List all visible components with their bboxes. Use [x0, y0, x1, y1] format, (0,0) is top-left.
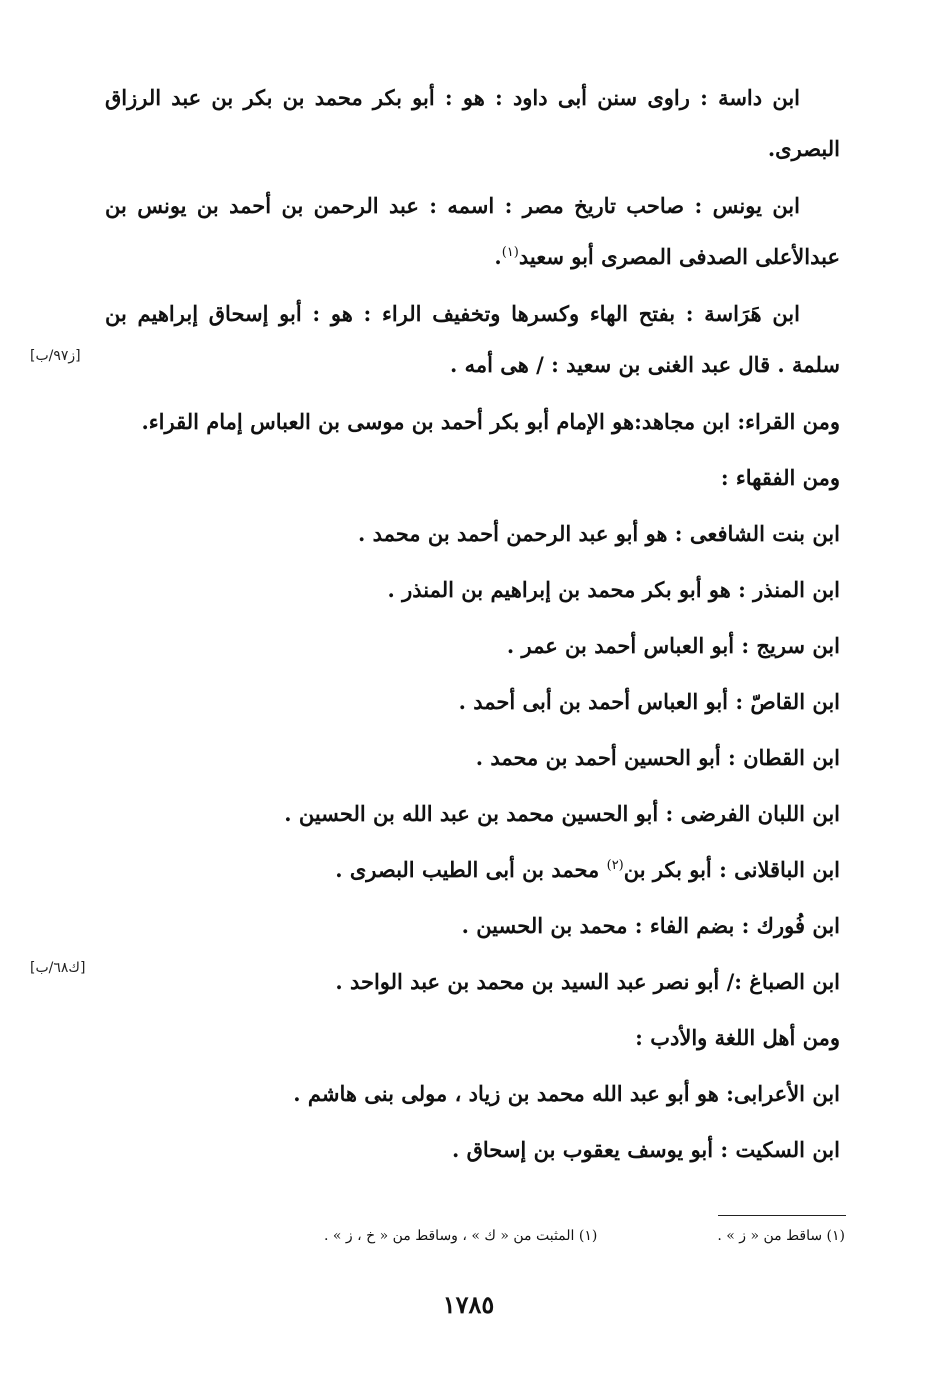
paragraph-tail: . [494, 244, 502, 269]
entry-text: ابن القاصّ : أبو العباس أحمد بن أبى أحمد . [458, 689, 840, 714]
footnote-2: (١) المثبت من « ك » ، وساقط من « خ ، ز » . [324, 1228, 598, 1244]
heading-fuqaha [105, 452, 840, 503]
entry-text: ابن بنت الشافعى : هو أبو عبد الرحمن أحمد بن محمد . [357, 521, 840, 546]
footnotes [300, 1228, 845, 1244]
section-heading: ومن أهل اللغة والأدب : [635, 1025, 840, 1050]
entry-text: ابن السكيت : أبو يوسف يعقوب بن إسحاق . [451, 1137, 840, 1162]
section-heading: ومن الفقهاء : [720, 465, 840, 490]
entry-ibn-surayj [105, 620, 840, 671]
footnote-marker: (٢) [606, 858, 624, 873]
entry-ibn-arabi [105, 1068, 840, 1119]
entry-text: ابن سريج : أبو العباس أحمد بن عمر . [506, 633, 840, 658]
entry-text: ابن فُورك : بضم الفاء : محمد بن الحسين . [461, 913, 840, 938]
footnote-marker: (١) [501, 245, 519, 260]
entry-ibn-qattan [105, 732, 840, 783]
entry-ibn-labban [105, 788, 840, 839]
margin-note-k68b: [ك٦٨/ب] [30, 960, 86, 976]
entry-text: ابن القطان : أبو الحسين أحمد بن محمد . [475, 745, 840, 770]
main-text [105, 72, 840, 1180]
entry-ibn-qass [105, 676, 840, 727]
entry-text: ابن الأعرابى: هو أبو عبد الله محمد بن زياد ، مولى بنى هاشم . [293, 1081, 840, 1106]
entry-ibn-baqillani [105, 844, 840, 895]
footnote-1: (١) ساقط من « ز » . [717, 1228, 845, 1244]
entry-ibn-mundhir [105, 564, 840, 615]
paragraph-ibn-harasa [105, 288, 840, 390]
paragraph-text: ابن يونس : صاحب تاريخ مصر : اسمه : عبد الرحمن بن أحمد بن يونس بن عبدالأعلى الصدفى المصرى أبو سعيد [105, 193, 840, 269]
entry-text: ابن الباقلانى : أبو بكر بن [623, 857, 840, 882]
entry-ibn-bint-shafii [105, 508, 840, 559]
paragraph-text: ابن هَرَاسة : بفتح الهاء وكسرها وتخفيف الراء : هو : أبو إسحاق إبراهيم بن سلمة . قال عبد الغنى بن سعيد : / هى أمه . [105, 301, 840, 377]
entry-ibn-sikkit [105, 1124, 840, 1175]
paragraph-text: ابن داسة : راوى سنن أبى داود : هو : أبو بكر محمد بن بكر بن عبد الرزاق البصرى. [105, 85, 840, 161]
page-number: ١٧٨٥ [442, 1290, 495, 1319]
paragraph-ibn-dasa [105, 72, 840, 174]
entry-ibn-sabbagh [105, 956, 840, 1007]
paragraph-qurra [105, 396, 840, 447]
margin-note-z97b: [ز٩٧/ب] [30, 348, 81, 364]
entry-text: ابن اللبان الفرضى : أبو الحسين محمد بن عبد الله بن الحسين . [284, 801, 840, 826]
paragraph-ibn-yunus [105, 180, 840, 282]
entry-text: ابن الصباغ :/ أبو نصر عبد السيد بن محمد بن عبد الواحد . [335, 969, 840, 994]
entry-tail: محمد بن أبى الطيب البصرى . [335, 857, 607, 882]
entry-text: ابن المنذر : هو أبو بكر محمد بن إبراهيم بن المنذر . [387, 577, 840, 602]
footnote-separator [718, 1215, 846, 1216]
paragraph-text: ومن القراء: ابن مجاهد:هو الإمام أبو بكر أحمد بن موسى بن العباس إمام القراء. [141, 409, 840, 434]
heading-lugha-adab [105, 1012, 840, 1063]
entry-ibn-furak [105, 900, 840, 951]
